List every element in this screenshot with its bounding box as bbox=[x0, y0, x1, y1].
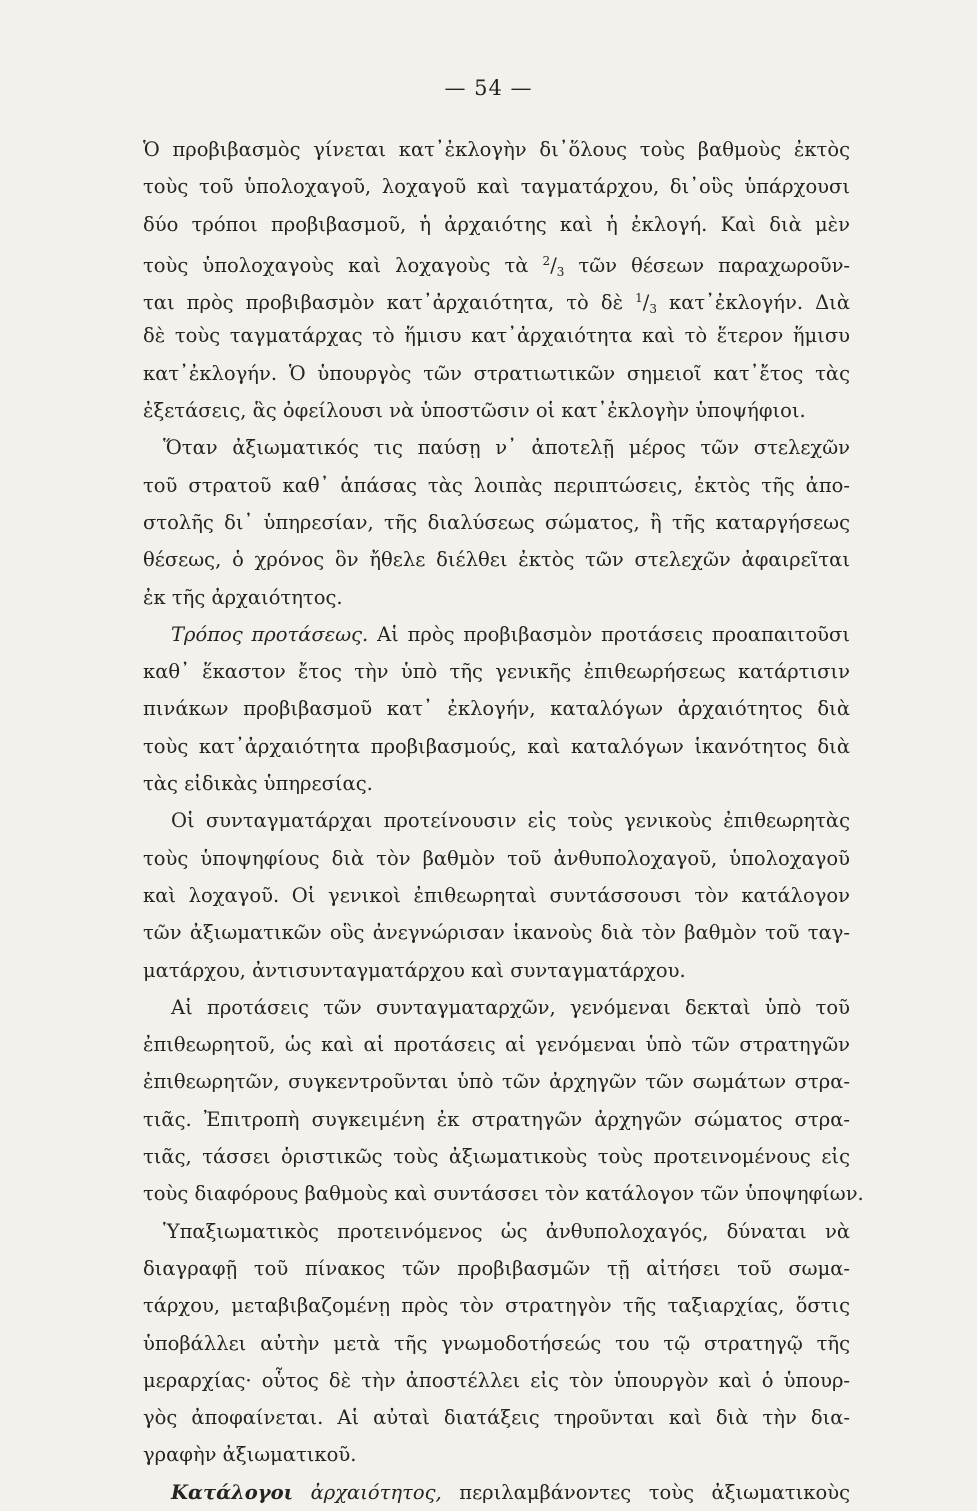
text-line: γὸς ἀποφαίνεται. Αἱ αὐταὶ διατάξεις τηροῦνται καὶ διὰ τὴν δια- bbox=[143, 1406, 850, 1430]
text-line: τοὺς διαφόρους βαθμοὺς καὶ συντάσσει τὸν κατάλογον τῶν ὑποψηφίων. bbox=[143, 1182, 864, 1206]
section-heading: Κατάλογοι bbox=[171, 1480, 294, 1504]
text-line: Ὑπαξιωματικὸς προτεινόμενος ὡς ἀνθυπολοχαγός, δύναται νὰ bbox=[163, 1219, 850, 1243]
text-line: τοῦ στρατοῦ καθ᾽ ἁπάσας τὰς λοιπὰς περιπτώσεις, ἐκτὸς τῆς ἀπο- bbox=[143, 473, 850, 497]
text-line: πινάκων προβιβασμοῦ κατ᾽ ἐκλογήν, καταλόγων ἀρχαιότητος διὰ bbox=[143, 697, 850, 721]
section-heading-italic: ἀρχαιότητος, bbox=[293, 1480, 442, 1504]
text-line: ἐκ τῆς ἀρχαιότητος. bbox=[143, 585, 343, 609]
fraction-numerator: 1 bbox=[635, 291, 643, 306]
text-line: τιᾶς. Ἐπιτροπὴ συγκειμένη ἐκ στρατηγῶν ἀρχηγῶν σώματος στρα- bbox=[143, 1107, 850, 1131]
text-line: Ὁ προβιβασμὸς γίνεται κατ᾽ἐκλογὴν δι᾽ὅλους τοὺς βαθμοὺς ἐκτὸς bbox=[143, 138, 850, 161]
text-line: Ὅταν ἀξιωματικός τις παύσῃ ν᾽ ἀποτελῇ μέρος τῶν στελεχῶν bbox=[163, 436, 850, 460]
page-number: — 54 — bbox=[444, 76, 533, 100]
text-run: ται πρὸς προβιβασμὸν κατ᾽ἀρχαιότητα, τὸ δὲ bbox=[143, 291, 636, 315]
text-line: γραφὴν ἀξιωματικοῦ. bbox=[143, 1443, 357, 1467]
text-line: τάρχου, μεταβιβαζομένῃ πρὸς τὸν στρατηγὸν τῆς ταξιαρχίας, ὅστις bbox=[143, 1294, 850, 1318]
text-line: διαγραφῇ τοῦ πίνακος τῶν προβιβασμῶν τῇ αἰτήσει τοῦ σωμα- bbox=[143, 1256, 850, 1280]
text-line bbox=[143, 1474, 850, 1511]
text-line: κατ᾽ἐκλογήν. Ὁ ὑπουργὸς τῶν στρατιωτικῶν σημειοῖ κατ᾽ἔτος τὰς bbox=[143, 361, 850, 385]
text-line: τιᾶς, τάσσει ὁριστικῶς τοὺς ἀξιωματικοὺς τοὺς προτεινομένους εἰς bbox=[143, 1145, 850, 1169]
text-line: τοὺς κατ᾽ἀρχαιότητα προβιβασμούς, καὶ καταλόγων ἱκανότητος διὰ bbox=[143, 734, 850, 758]
text-line: τοὺς τοῦ ὑπολοχαγοῦ, λοχαγοῦ καὶ ταγματάρχου, δι᾽οὓς ὑπάρχουσι bbox=[143, 175, 850, 199]
text-line: τὰς εἰδικὰς ὑπηρεσίας. bbox=[143, 772, 373, 796]
text-line: ἐπιθεωρητῶν, συγκεντροῦνται ὑπὸ τῶν ἀρχηγῶν τῶν σωμάτων στρα- bbox=[143, 1070, 850, 1094]
fraction-denominator: 3 bbox=[649, 302, 657, 317]
text-line: δὲ τοὺς ταγματάρχας τὸ ἥμισυ κατ᾽ἀρχαιότητα καὶ τὸ ἕτερον ἥμισυ bbox=[143, 324, 850, 348]
text-line: ἐπιθεωρητοῦ, ὡς καὶ αἱ προτάσεις αἱ γενόμεναι ὑπὸ τῶν στρατηγῶν bbox=[143, 1033, 850, 1057]
text-line: ἐξετάσεις, ἃς ὀφείλουσι νὰ ὑποστῶσιν οἱ κατ᾽ἐκλογὴν ὑποψήφιοι. bbox=[143, 399, 806, 423]
body-text bbox=[143, 131, 864, 1511]
text-line: ματάρχου, ἀντισυνταγματάρχου καὶ συνταγματάρχου. bbox=[143, 958, 686, 982]
text-line: τῶν ἀξιωματικῶν οὓς ἀνεγνώρισαν ἱκανοὺς διὰ τὸν βαθμὸν τοῦ ταγ- bbox=[143, 921, 850, 945]
text-line: τοὺς ὑποψηφίους διὰ τὸν βαθμὸν τοῦ ἀνθυπολοχαγοῦ, ὑπολοχαγοῦ bbox=[143, 846, 850, 870]
text-run: κατ᾽ἐκλογήν. Διὰ bbox=[656, 291, 850, 315]
text-line: θέσεως, ὁ χρόνος ὃν ἤθελε διέλθει ἐκτὸς τῶν στελεχῶν ἀφαιρεῖται bbox=[143, 548, 850, 572]
text-line: καὶ λοχαγοῦ. Οἱ γενικοὶ ἐπιθεωρηταὶ συντάσσουσι τὸν κατάλογον bbox=[143, 883, 850, 907]
text-run: τῶν θέσεων παραχωροῦν- bbox=[564, 253, 851, 277]
text-line: τοὺς ὑπολοχαγοὺς καὶ λοχαγοὺς τὰ $^2/_3$ τῶν θέσεων παραχωροῦν- bbox=[143, 253, 851, 279]
fraction-denominator: 3 bbox=[556, 264, 565, 279]
text-line: δύο τρόποι προβιβασμοῦ, ἡ ἀρχαιότης καὶ ἡ ἐκλογή. Καὶ διὰ μὲν bbox=[143, 212, 850, 236]
text-run: Αἱ πρὸς προβιβασμὸν προτάσεις προαπαιτοῦσι bbox=[368, 622, 850, 646]
text-line: ὑποβάλλει αὐτὴν μετὰ τῆς γνωμοδοτήσεώς του τῷ στρατηγῷ τῆς bbox=[143, 1331, 850, 1355]
section-heading: Τρόπος προτάσεως. bbox=[171, 622, 369, 646]
fraction-numerator: 2 bbox=[542, 253, 551, 268]
text-line: ται πρὸς προβιβασμὸν κατ᾽ἀρχαιότητα, τὸ δὲ $^1/_3$ κατ᾽ἐκλογήν. Διὰ bbox=[143, 291, 850, 317]
text-line: μεραρχίας· οὗτος δὲ τὴν ἀποστέλλει εἰς τὸν ὑπουργὸν καὶ ὁ ὑπουρ- bbox=[143, 1368, 850, 1392]
text-line bbox=[143, 616, 850, 653]
text-line: καθ᾽ ἕκαστον ἔτος τὴν ὑπὸ τῆς γενικῆς ἐπιθεωρήσεως κατάρτισιν bbox=[143, 660, 850, 684]
text-line: στολῆς δι᾽ ὑπηρεσίαν, τῆς διαλύσεως σώματος, ἢ τῆς καταργήσεως bbox=[143, 510, 850, 534]
text-line: Οἱ συνταγματάρχαι προτείνουσιν εἰς τοὺς γενικοὺς ἐπιθεωρητὰς bbox=[171, 809, 850, 833]
text-run: τοὺς ὑπολοχαγοὺς καὶ λοχαγοὺς τὰ bbox=[143, 253, 543, 277]
text-line: Αἱ προτάσεις τῶν συνταγματαρχῶν, γενόμεναι δεκταὶ ὑπὸ τοῦ bbox=[171, 995, 850, 1019]
text-run: περιλαμβάνοντες τοὺς ἀξιωματικοὺς bbox=[441, 1480, 850, 1504]
